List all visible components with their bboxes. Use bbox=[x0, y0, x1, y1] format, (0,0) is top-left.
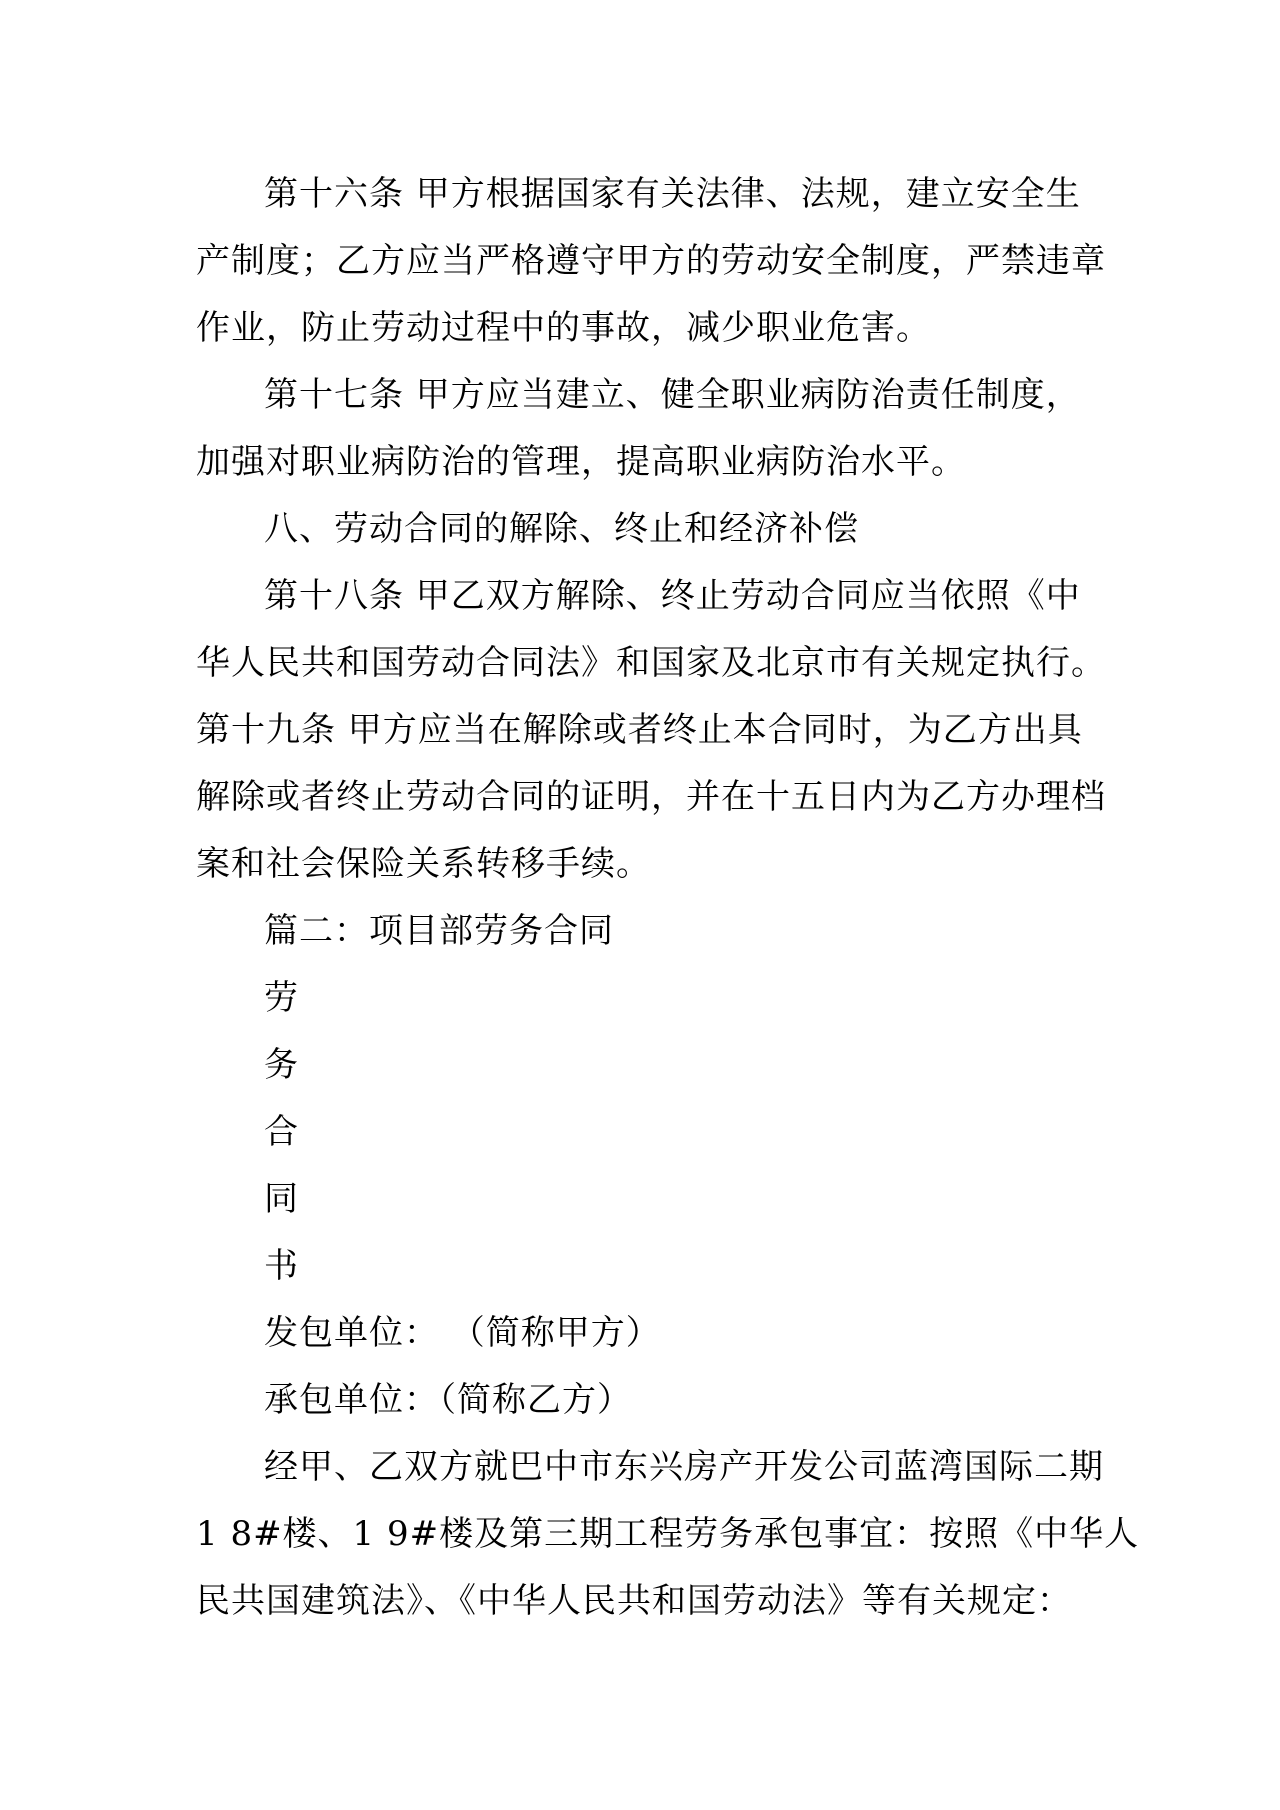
contract-title-char-2: 务 bbox=[264, 1045, 299, 1085]
article-19-line-3: 案和社会保险关系转移手续。 bbox=[196, 844, 651, 884]
article-17-line-1: 第十七条 甲方应当建立、健全职业病防治责任制度， bbox=[264, 375, 1081, 415]
section-8-heading: 八、劳动合同的解除、终止和经济补偿 bbox=[264, 509, 859, 549]
contract-title-char-1: 劳 bbox=[264, 978, 299, 1018]
agreement-line-3: 民共国建筑法》、《中华人民共和国劳动法》等有关规定： bbox=[196, 1581, 1072, 1621]
article-16-line-1: 第十六条 甲方根据国家有关法律、法规，建立安全生 bbox=[264, 174, 1081, 214]
article-18-line-1: 第十八条 甲乙双方解除、终止劳动合同应当依照《中 bbox=[264, 576, 1081, 616]
article-19-line-1: 第十九条 甲方应当在解除或者终止本合同时，为乙方出具 bbox=[196, 710, 1083, 750]
article-16-line-2: 产制度；乙方应当严格遵守甲方的劳动安全制度，严禁违章 bbox=[196, 241, 1106, 281]
article-19-line-2: 解除或者终止劳动合同的证明，并在十五日内为乙方办理档 bbox=[196, 777, 1106, 817]
article-18-line-2: 华人民共和国劳动合同法》和国家及北京市有关规定执行。 bbox=[196, 643, 1106, 683]
party-a-line: 发包单位： （简称甲方） bbox=[264, 1313, 661, 1353]
agreement-line-1: 经甲、乙双方就巴中市东兴房产开发公司蓝湾国际二期 bbox=[264, 1447, 1104, 1487]
article-17-line-2: 加强对职业病防治的管理，提高职业病防治水平。 bbox=[196, 442, 966, 482]
contract-title-char-4: 同 bbox=[264, 1179, 299, 1219]
article-16-line-3: 作业，防止劳动过程中的事故，减少职业危害。 bbox=[196, 308, 931, 348]
party-b-line: 承包单位：（简称乙方） bbox=[264, 1380, 632, 1420]
part-two-title: 篇二：项目部劳务合同 bbox=[264, 911, 614, 951]
contract-title-char-5: 书 bbox=[264, 1246, 299, 1286]
contract-title-char-3: 合 bbox=[264, 1112, 299, 1152]
agreement-line-2: 1 8#楼、1 9#楼及第三期工程劳务承包事宜：按照《中华人 bbox=[196, 1514, 1140, 1554]
